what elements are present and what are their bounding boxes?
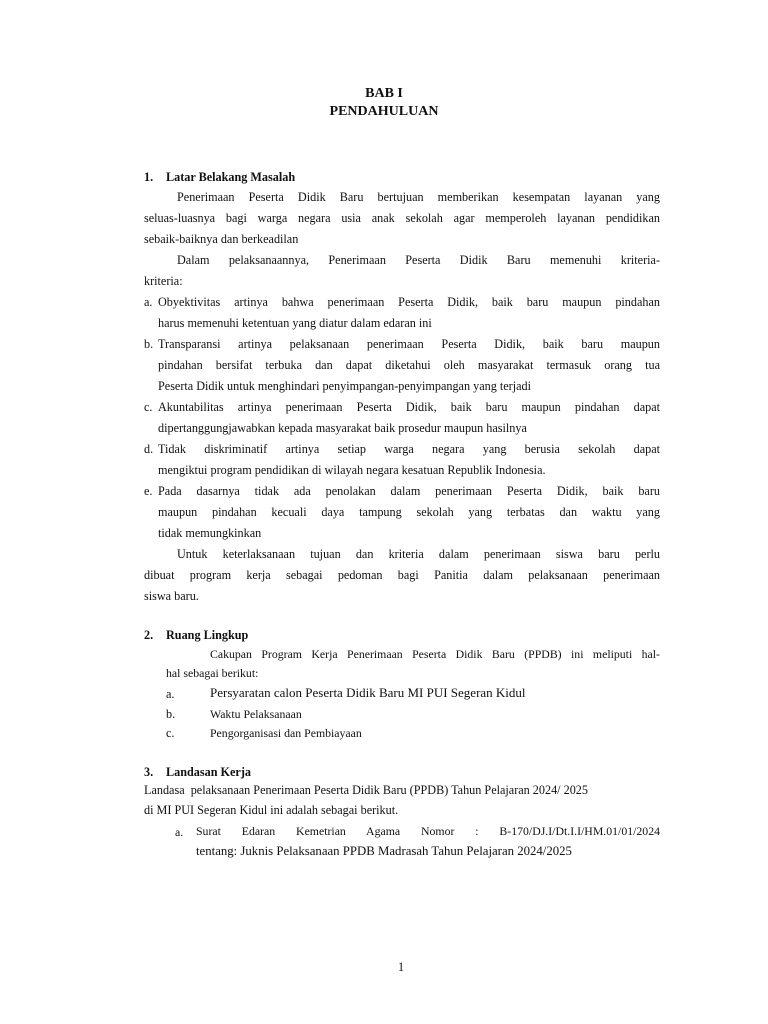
section1-item-b-marker: b.: [144, 337, 154, 351]
section2-heading: Ruang Lingkup: [166, 628, 249, 642]
section1-para2-line1: Dalam pelaksanaannya, Penerimaan Peserta Didik Baru memenuhi kriteria-: [177, 253, 660, 267]
section1-item-d-line2: mengiktui program pendidikan di wilayah negara kesatuan Republik Indonesia.: [158, 463, 546, 477]
section3-heading: Landasan Kerja: [166, 765, 251, 779]
section2-item-c-text: Pengorganisasi dan Pembiayaan: [210, 726, 362, 740]
section1-item-e-line3: tidak memungkinkan: [158, 526, 262, 540]
section1-item-d-line1: Tidak diskriminatif artinya setiap warga negara yang berusia sekolah dapat: [158, 442, 660, 456]
section2-item-c-marker: c.: [166, 726, 175, 740]
section2-intro-line2: hal sebagai berikut:: [166, 666, 259, 680]
section2-intro-line1: Cakupan Program Kerja Penerimaan Peserta Didik Baru (PPDB) ini meliputi hal-: [210, 647, 660, 661]
section1-item-d-marker: d.: [144, 442, 154, 456]
section1-para3-line3: siswa baru.: [144, 589, 199, 603]
chapter-title: PENDAHULUAN: [329, 104, 439, 119]
section1-para3-line2: dibuat program kerja sebagai pedoman bagi Panitia dalam pelaksanaan penerimaan: [144, 568, 660, 582]
section1-para3-line1: Untuk keterlaksanaan tujuan dan kriteria dalam penerimaan siswa baru perlu: [177, 547, 660, 561]
section3-item-a-marker: a.: [175, 825, 184, 839]
section3-number: 3.: [144, 765, 154, 779]
section1-item-b-line2: pindahan bersifat terbuka dan dapat diketahui oleh masyarakat termasuk orang tua: [158, 358, 660, 372]
section1-item-e-line2: maupun pindahan kecuali daya tampung sekolah yang terbatas dan waktu yang: [158, 505, 660, 519]
section1-para1-line1: Penerimaan Peserta Didik Baru bertujuan memberikan kesempatan layanan yang: [177, 190, 660, 204]
section2-item-b-text: Waktu Pelaksanaan: [210, 707, 302, 721]
section1-number: 1.: [144, 170, 154, 184]
section2-item-a-text: Persyaratan calon Peserta Didik Baru MI PUI Segeran Kidul: [210, 685, 526, 700]
section1-item-a-marker: a.: [144, 295, 153, 309]
section1-item-c-line1: Akuntabilitas artinya penerimaan Peserta Didik, baik baru maupun pindahan dapat: [158, 400, 660, 414]
section1-item-b-line3: Peserta Didik untuk menghindari penyimpangan-penyimpangan yang terjadi: [158, 379, 531, 393]
section2-number: 2.: [144, 628, 154, 642]
section1-item-b-line1: Transparansi artinya pelaksanaan penerimaan Peserta Didik, baik baru maupun: [158, 337, 660, 351]
section3-item-a-line2: tentang: Juknis Pelaksanaan PPDB Madrasah Tahun Pelajaran 2024/2025: [196, 844, 572, 858]
section2-item-b-marker: b.: [166, 707, 176, 721]
section3-intro-line2: di MI PUI Segeran Kidul ini adalah sebagai berikut.: [144, 803, 399, 817]
section1-item-c-line2: dipertanggungjawabkan kepada masyarakat baik prosedur maupun hasilnya: [158, 421, 527, 435]
section1-heading: Latar Belakang Masalah: [166, 170, 296, 184]
section1-para1-line2: seluas-luasnya bagi warga negara usia anak sekolah agar memperoleh layanan pendidikan: [144, 211, 660, 225]
section1-item-a-line1: Obyektivitas artinya bahwa penerimaan Peserta Didik, baik baru maupun pindahan: [158, 295, 660, 309]
section1-item-e-marker: e.: [144, 484, 153, 498]
chapter-number: BAB I: [365, 86, 403, 101]
section2-item-a-marker: a.: [166, 687, 175, 701]
section1-para2-line2: kriteria:: [144, 274, 183, 288]
section1-para1-line3: sebaik-baiknya dan berkeadilan: [144, 232, 299, 246]
section3-item-a-line1: Surat Edaran Kemetrian Agama Nomor : B-170/DJ.I/Dt.I.I/HM.01/01/2024: [196, 824, 660, 838]
section1-item-a-line2: harus memenuhi ketentuan yang diatur dalam edaran ini: [158, 316, 432, 330]
section1-item-c-marker: c.: [144, 400, 153, 414]
page-number: 1: [397, 960, 405, 974]
section1-item-e-line1: Pada dasarnya tidak ada penolakan dalam penerimaan Peserta Didik, baik baru: [158, 484, 660, 498]
section3-intro-line1: Landasa pelaksanaan Penerimaan Peserta Didik Baru (PPDB) Tahun Pelajaran 2024/ 2025: [144, 783, 588, 797]
